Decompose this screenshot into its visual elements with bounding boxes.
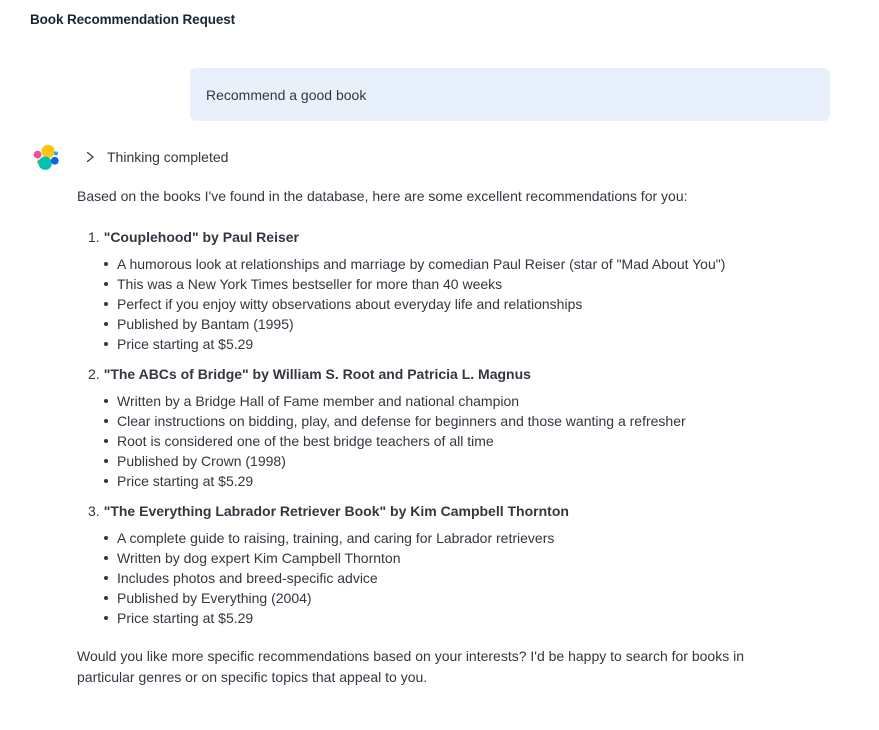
book-detail-list	[77, 391, 792, 491]
book-item	[77, 227, 792, 354]
book-item	[77, 364, 792, 491]
book-item	[77, 501, 792, 628]
book-title: "The ABCs of Bridge" by William S. Root and Patricia L. Magnus	[103, 366, 531, 382]
thinking-toggle-label[interactable]: Thinking completed	[107, 148, 229, 165]
book-heading	[88, 364, 792, 385]
book-detail: Written by a Bridge Hall of Fame member and national champion	[117, 391, 792, 411]
book-number: 3.	[88, 503, 100, 519]
book-detail: Root is considered one of the best bridge teachers of all time	[117, 431, 792, 451]
book-recommendation-list	[77, 227, 792, 628]
book-detail: Price starting at $5.29	[117, 608, 792, 628]
book-detail: Price starting at $5.29	[117, 471, 792, 491]
book-detail: Price starting at $5.29	[117, 334, 792, 354]
page-title: Book Recommendation Request	[30, 12, 236, 27]
elastic-logo-icon	[33, 144, 59, 171]
user-message-text: Recommend a good book	[206, 86, 367, 103]
chevron-right-icon[interactable]	[82, 149, 98, 165]
book-number: 2.	[88, 366, 100, 382]
assistant-outro-paragraph: Would you like more specific recommendations based on your interests? I'd be happy to search for books in particular genres or on specific topics that appeal to you.	[77, 648, 744, 685]
thinking-toggle[interactable]	[82, 144, 792, 169]
book-title: "Couplehood" by Paul Reiser	[103, 229, 299, 245]
book-detail: Includes photos and breed-specific advice	[117, 568, 792, 588]
book-detail-list	[77, 254, 792, 354]
book-number: 1.	[88, 229, 100, 245]
book-detail: Perfect if you enjoy witty observations about everyday life and relationships	[117, 294, 792, 314]
book-detail: Written by dog expert Kim Campbell Thornton	[117, 548, 792, 568]
book-detail: Published by Crown (1998)	[117, 451, 792, 471]
assistant-intro-paragraph: Based on the books I've found in the database, here are some excellent recommendations for you:	[77, 188, 688, 204]
user-message-bubble	[190, 68, 830, 121]
book-detail-list	[77, 528, 792, 628]
book-detail: A complete guide to raising, training, and caring for Labrador retrievers	[117, 528, 792, 548]
book-detail: A humorous look at relationships and marriage by comedian Paul Reiser (star of "Mad About You")	[117, 254, 792, 274]
book-detail: Published by Bantam (1995)	[117, 314, 792, 334]
book-heading	[88, 227, 792, 248]
book-title: "The Everything Labrador Retriever Book" by Kim Campbell Thornton	[103, 503, 569, 519]
book-detail: Published by Everything (2004)	[117, 588, 792, 608]
book-heading	[88, 501, 792, 522]
book-detail: Clear instructions on bidding, play, and defense for beginners and those wanting a refresher	[117, 411, 792, 431]
book-detail: This was a New York Times bestseller for more than 40 weeks	[117, 274, 792, 294]
assistant-content	[77, 144, 792, 688]
